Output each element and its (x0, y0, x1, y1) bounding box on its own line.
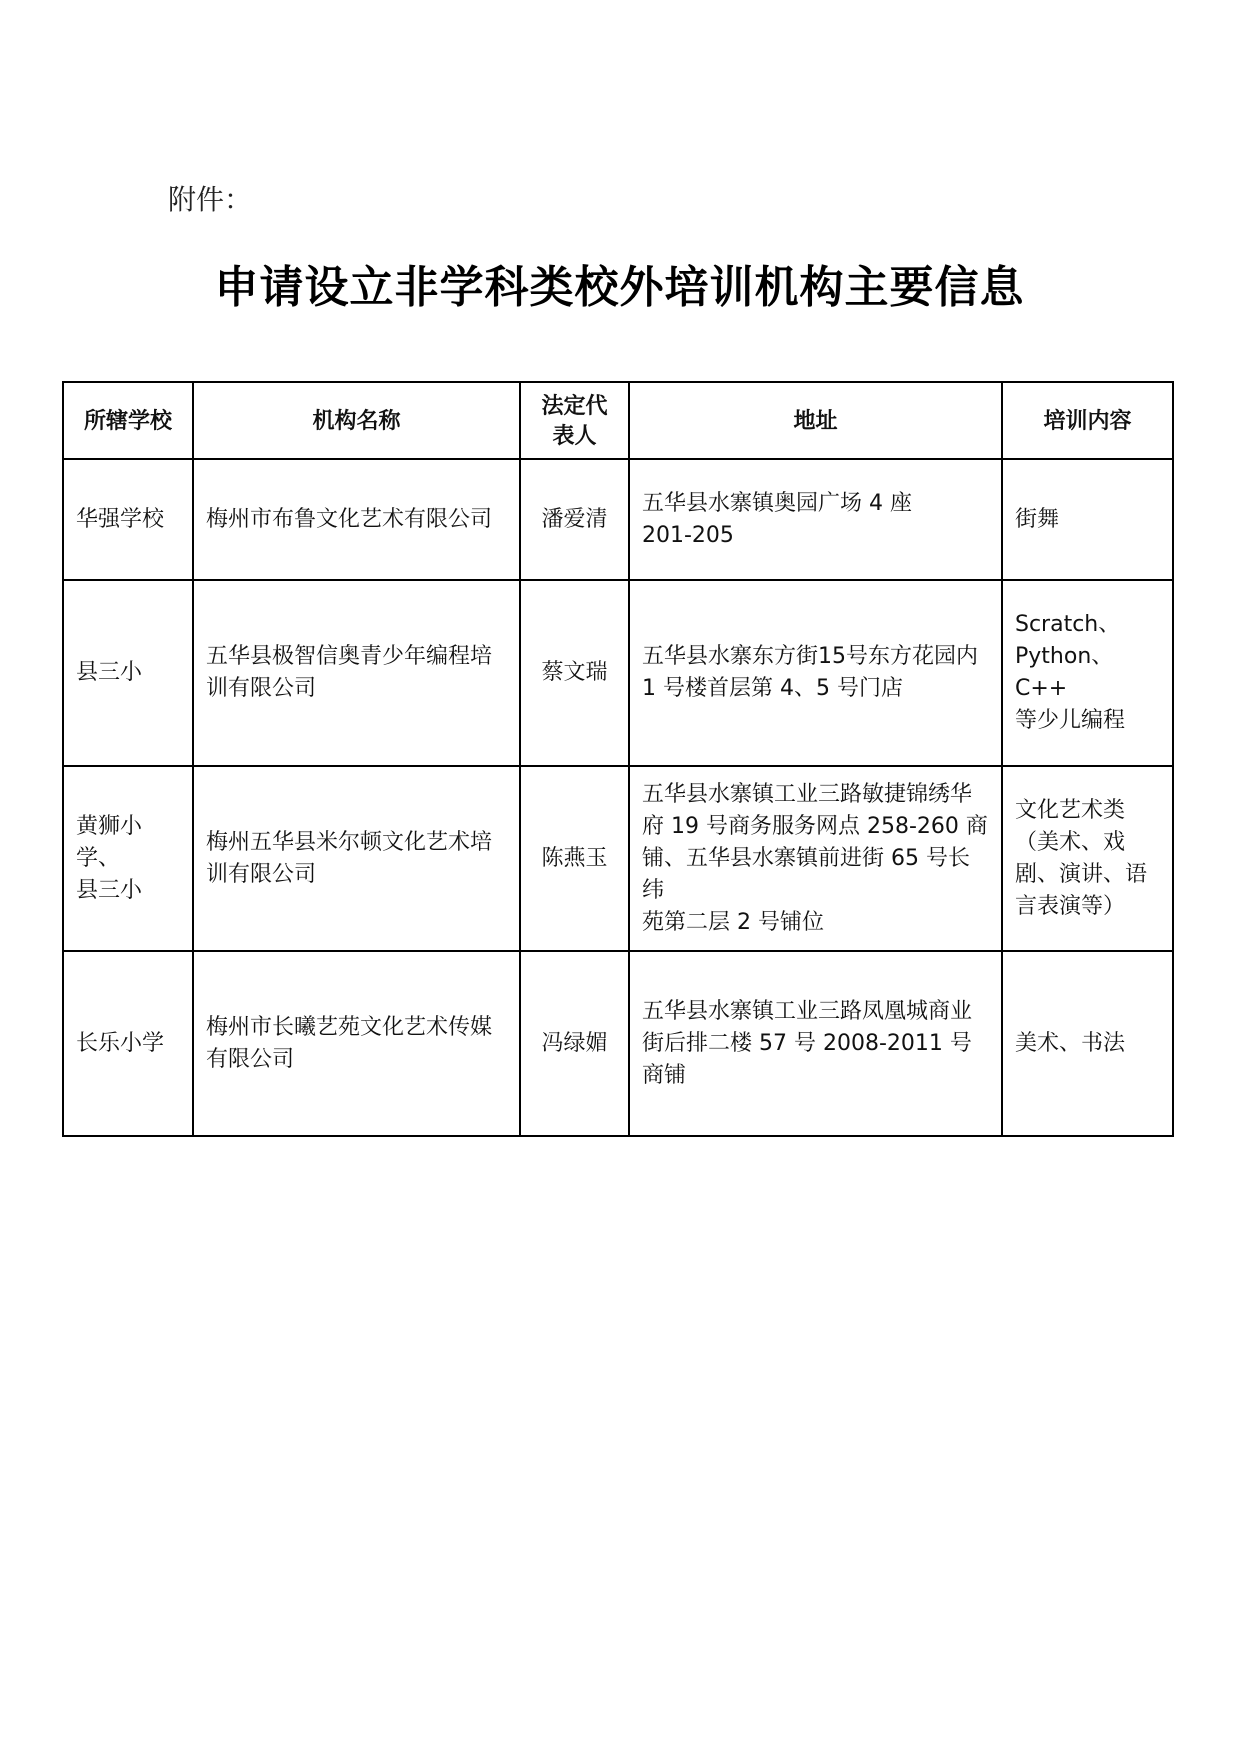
cell-org-name: 梅州五华县米尔顿文化艺术培 训有限公司 (193, 766, 520, 951)
table-row (63, 951, 1173, 1136)
cell-content: 美术、书法 (1002, 951, 1173, 1136)
table-row (63, 459, 1173, 580)
cell-address: 五华县水寨镇奥园广场 4 座 201-205 (629, 459, 1002, 580)
info-table (62, 381, 1174, 1137)
cell-content: 文化艺术类 （美术、戏 剧、演讲、语 言表演等） (1002, 766, 1173, 951)
table-row (63, 580, 1173, 766)
attachment-label: 附件： (168, 183, 253, 216)
cell-school: 华强学校 (63, 459, 193, 580)
cell-legal-rep: 冯绿媚 (520, 951, 629, 1136)
cell-address: 五华县水寨镇工业三路凤凰城商业 街后排二楼 57 号 2008-2011 号商铺 (629, 951, 1002, 1136)
cell-content: Scratch、 Python、C++ 等少儿编程 (1002, 580, 1173, 766)
cell-school: 黄狮小学、 县三小 (63, 766, 193, 951)
cell-org-name: 梅州市布鲁文化艺术有限公司 (193, 459, 520, 580)
table-row (63, 766, 1173, 951)
cell-school: 县三小 (63, 580, 193, 766)
table-header-row (63, 382, 1173, 459)
header-org-name: 机构名称 (193, 382, 520, 459)
cell-address: 五华县水寨镇工业三路敏捷锦绣华 府 19 号商务服务网点 258-260 商 铺、五华县水寨镇前进街 65 号长纬 苑第二层 2 号铺位 (629, 766, 1002, 951)
header-legal-rep: 法定代 表人 (520, 382, 629, 459)
cell-school: 长乐小学 (63, 951, 193, 1136)
cell-org-name: 五华县极智信奥青少年编程培 训有限公司 (193, 580, 520, 766)
cell-address: 五华县水寨东方街15号东方花园内 1 号楼首层第 4、5 号门店 (629, 580, 1002, 766)
cell-legal-rep: 潘爱清 (520, 459, 629, 580)
cell-org-name: 梅州市长曦艺苑文化艺术传媒 有限公司 (193, 951, 520, 1136)
cell-content: 街舞 (1002, 459, 1173, 580)
header-school: 所辖学校 (63, 382, 193, 459)
header-content: 培训内容 (1002, 382, 1173, 459)
header-address: 地址 (629, 382, 1002, 459)
page-title: 申请设立非学科类校外培训机构主要信息 (214, 262, 1025, 313)
cell-legal-rep: 陈燕玉 (520, 766, 629, 951)
cell-legal-rep: 蔡文瑞 (520, 580, 629, 766)
